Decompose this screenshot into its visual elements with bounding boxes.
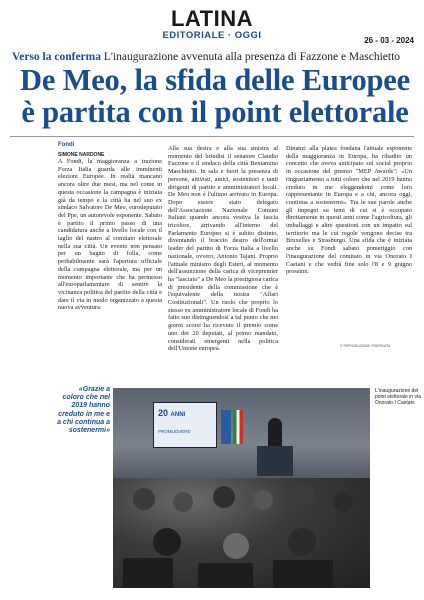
screen-title-b: ANNI <box>170 412 186 418</box>
audience-head <box>293 484 315 506</box>
screen-subtitle: PROMUOVERE <box>158 429 191 434</box>
podium <box>257 446 293 476</box>
kicker-text: L'inaugurazione avvenuta alla presenza di Fazzone e Maschietto <box>103 51 401 63</box>
chair <box>123 558 173 588</box>
kicker <box>12 50 417 64</box>
article-paragraph: Alla sua destra e alla sua sinistra al momento del brindisi il senatore Claudio Fazzone e il sindaco della città Beniamino Maschietto. In sala e fuori la presenza di persone, attivisti, amici, sostenitori e tanti dirigenti di partito e amministratori locali. De Meo non è l'ultimo arrivato in Europa. Dopo essere stato delegato dell'Associazione Nazionale Comuni Italiani quando ancora vestiva la fascia tricolore, arrivando all'interno del Parlamento Europeo si è subito distinto, diventando il braccio destro dell'ormai leader del partito di Forza Italia a livello nazionale, ovvero, Antonio Tajani. Proprio l'attuale ministro degli Esteri, al momento dell'assunzione della carica di vicepremier ha "lasciato" a De Meo la prestigiosa carica di presidente della commissione che è l'equivalente della nostra "Affari Costituzionali". Un ruolo che proprio lo stesso ex amministratore locale di Fondi ha fatto suo distinguendosi a tal punto che nei giorni scorsi ha ricevuto il premio come uno dei 20 deputati, al primo mandato, considerati emergenti nella politica dell'Unione europea. <box>168 145 278 353</box>
section-tag: Fondi <box>58 142 75 148</box>
chair <box>198 563 253 588</box>
masthead-dot: · <box>227 30 232 41</box>
audience-head <box>288 528 316 556</box>
eu-flag <box>221 410 231 444</box>
divider <box>10 136 414 137</box>
screen-title <box>158 409 185 420</box>
chair <box>273 560 333 588</box>
audience-head <box>133 488 155 510</box>
photo-screen <box>153 402 217 448</box>
masthead <box>0 8 424 41</box>
issue-date: 26 - 03 - 2024 <box>364 36 414 45</box>
copyright-credit: © RIPRODUZIONE RISERVATA <box>340 344 391 348</box>
audience-head <box>173 492 193 512</box>
italy-flag <box>233 410 243 444</box>
headline: De Meo, la sfida delle Europee è partita con il point elettorale <box>20 63 410 129</box>
audience-head <box>253 490 273 510</box>
event-photo <box>113 388 370 588</box>
article-column-1 <box>58 158 162 312</box>
article-column-3 <box>286 145 412 276</box>
article-paragraph: Dinanzi alla platea fondana l'attuale esponente della maggioranza in Europa, ha ribadito un concetto che aveva anticipato sui social proprio in occasione del premio "MEP Awards": «Un ringraziamento a tutti coloro che nel 2019 hanno creduto in me eleggendomi come loro rappresentante in Europa e a chi, ancora oggi, continua a sostenermi». Tra le sue parole anche gli impegni su temi di cui si è occupato direttamente in questi anni come l'agricoltura, gli imballaggi e altre questioni con un impatto sul territorio ma le cui regole vengono decise tra Bruxelles e Strasburgo. Una sfida che è iniziata anche su Fondi sabato pomeriggio con l'inaugurazione del comitato in via Onorato I Caetani e che vedrà fine solo l'8 e 9 giugno prossimi. <box>286 145 412 276</box>
byline: SIMONE NARDONE <box>58 152 105 158</box>
masthead-subtitle-part2: OGGI <box>234 30 262 41</box>
kicker-lead: Verso la conferma <box>12 51 101 63</box>
pull-quote: «Grazie a coloro che nel 2019 hanno creduto in me e a chi continua a sostenermi» <box>57 386 110 435</box>
article-paragraph: A Fondi, la maggioranza a trazione Forza Italia guarda alle imminenti elezioni Europee. In realtà mancano ancora oltre due mesi, ma nel come in questa occasione la campagna è iniziata già da tempo e la città ha nel suo ex sindaco Salvatore De Meo, eurodeputato del Ppe, un autorevole esponente. Sabato è partito il primo passo di una candidatura anche a livello locale con il taglio del nastro al comitato elettorale nella sua città. Un evento non pensato per un bagno di folla, come probabilmente sarà l'apertura ufficiale della campagna elettorale, ma per un momento importante che ha permesso all'europarlamentare di sentire la vicinanza politica del partito della città e dare il via in modo organizzato a questa nuova avventura. <box>58 158 162 312</box>
audience-head <box>223 533 249 559</box>
article-column-2 <box>168 145 278 353</box>
audience-head <box>153 528 181 556</box>
masthead-title: LATINA <box>170 6 254 31</box>
audience-head <box>333 492 353 512</box>
photo-caption: L'inaugurazione del point elettorale in via Onorato I Caetani <box>375 388 421 406</box>
masthead-subtitle-part1: EDITORIALE <box>162 30 225 41</box>
masthead-subtitle <box>0 30 424 41</box>
screen-title-a: 20 <box>158 408 169 418</box>
audience-head <box>213 486 235 508</box>
